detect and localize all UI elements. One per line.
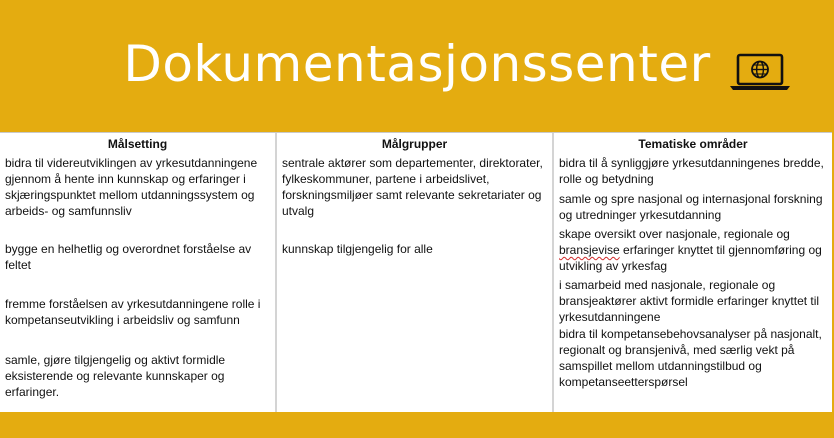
list-item: kunnskap tilgjengelig for alle [282, 242, 433, 256]
list-item: i samarbeid med nasjonale, regionale og bransjeaktører aktivt formidle erfaringer knyttet til yrkesutdanningene [559, 278, 820, 324]
list-item: bygge en helhetlig og overordnet forståelse av feltet [5, 242, 252, 272]
page-title: Dokumentasjonssenter [123, 35, 711, 93]
list-item: sentrale aktører som departementer, direktorater, fylkeskommuner, partene i arbeidslivet, forskningsmiljøer samt relevante sekretariater og utvalg [282, 156, 543, 218]
info-table [0, 132, 832, 412]
item-text: erfaringer knyttet til gjennomføring og utvikling av yrkesfag [559, 243, 822, 273]
list-item: samle, gjøre tilgjengelig og aktivt formidle eksisterende og relevante kunnskaper og erfaringer. [5, 353, 226, 399]
spellcheck-word: bransjevise [559, 243, 620, 257]
list-item: bidra til videreutviklingen av yrkesutdanningene gjennom å hente inn kunnskap og erfaringer i skjæringspunktet mellom utdanningssystem og arbeids- og samfunnsliv [5, 156, 258, 218]
column-malgrupper [277, 133, 554, 412]
list-item: samle og spre nasjonal og internasjonal forskning og utredninger yrkesutdanning [559, 192, 823, 222]
column-heading: Målgrupper [381, 137, 448, 151]
laptop-globe-icon [728, 52, 792, 92]
column-tematiske-omrader [554, 133, 832, 412]
list-item: fremme forståelsen av yrkesutdanningene rolle i kompetanseutvikling i arbeidsliv og samfunn [5, 297, 261, 327]
column-heading: Tematiske områder [638, 137, 748, 151]
list-item: bidra til å synliggjøre yrkesutdanningenes bredde, rolle og betydning [559, 156, 824, 186]
list-item [554, 226, 832, 274]
column-heading: Målsetting [107, 137, 168, 151]
list-item: bidra til kompetansebehovsanalyser på nasjonalt, regionalt og bransjenivå, med særlig vekt på samspillet mellom utdanningstilbud og kompetanseetterspørsel [559, 327, 822, 389]
column-malsetting [0, 133, 277, 412]
item-text: skape oversikt over nasjonale, regionale og [559, 227, 790, 241]
